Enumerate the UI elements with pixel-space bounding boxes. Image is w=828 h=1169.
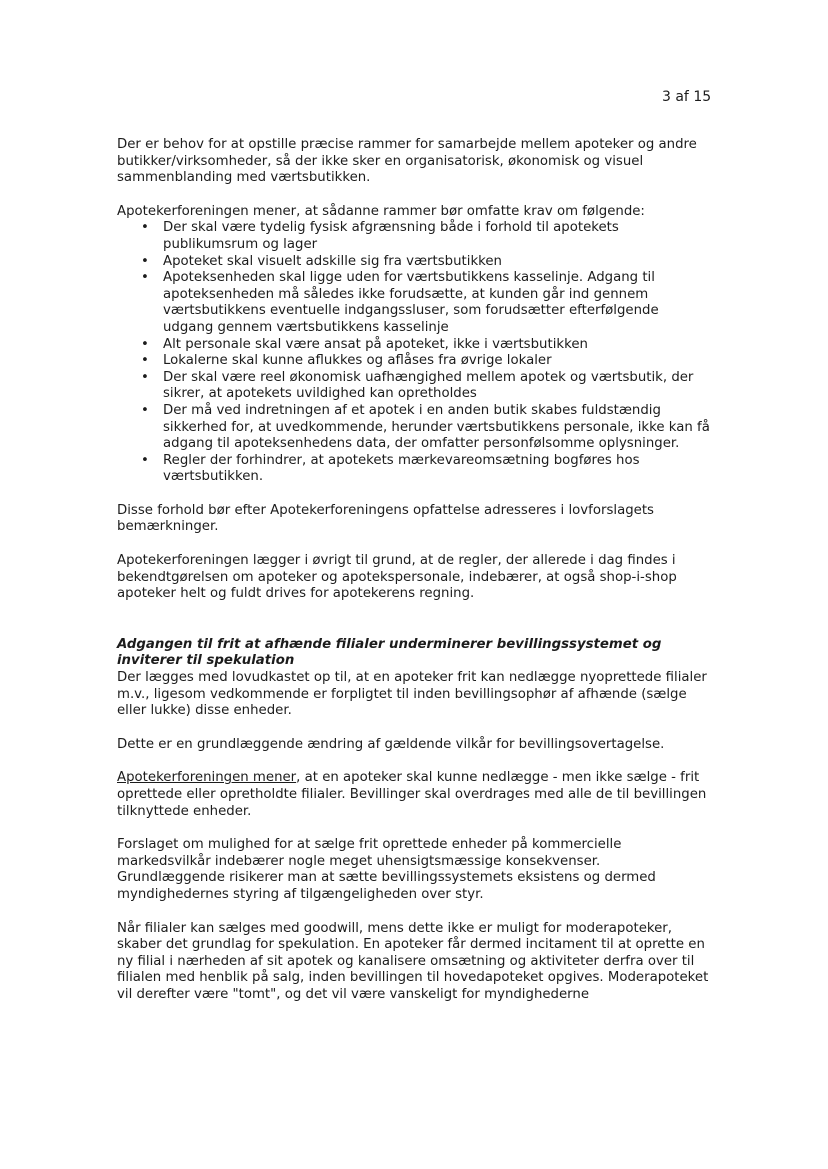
list-item: • Apoteksenheden skal ligge uden for værtsbutikkens kasselinje. Adgang til apoteksenheden må således ikke forudsætte, at kunden går ind gennem værtsbutikkens eventuelle indgangssluser, som forudsætter efterfølgende udgang gennem værtsbutikkens kasselinje xyxy=(141,270,659,335)
bullet-icon: • xyxy=(141,270,149,286)
bullet-icon: • xyxy=(141,369,149,385)
paragraph-rammer: Der er behov for at opstille præcise rammer for samarbejde mellem apoteker og andre butikker/virksomheder, så der ikke sker en organisatorisk, økonomisk og visuel sammenblanding med værtsbutikken. xyxy=(117,137,697,186)
bullet-icon: • xyxy=(141,402,149,418)
bullet-icon: • xyxy=(141,353,149,369)
list-item: • Der må ved indretningen af et apotek i en anden butik skabes fuldstændig sikkerhed for, at uvedkommende, herunder værtsbutikkens personale, ikke kan få adgang til apoteksenhedens data, der omfatter personfølsomme oplysninger. xyxy=(141,402,710,452)
paragraph-krav-intro: Apotekerforeningen mener, at sådanne rammer bør omfatte krav om følgende: xyxy=(117,203,645,219)
list-item: • Lokalerne skal kunne aflukkes og aflåses fra øvrige lokaler xyxy=(141,353,552,369)
page-number: 3 af 15 xyxy=(662,89,712,105)
underlined-phrase: Apotekerforeningen mener xyxy=(117,770,297,786)
list-item: • Apoteket skal visuelt adskille sig fra værtsbutikken xyxy=(141,253,502,269)
list-item: • Alt personale skal være ansat på apoteket, ikke i værtsbutikken xyxy=(141,336,588,352)
list-item: • Der skal være reel økonomisk uafhængighed mellem apotek og værtsbutik, der sikrer, at apotekets uvildighed kan opretholdes xyxy=(141,369,694,402)
requirements-list xyxy=(117,220,711,486)
paragraph-spekulation: Når filialer kan sælges med goodwill, mens dette ikke er muligt for moderapoteker, skaber det grundlag for spekulation. En apoteker får dermed incitament til at oprette en ny filial i nærheden af sit apotek og kanalisere omsætning og aktiviteter derfra over til filialen med henblik på salg, inden bevillingen til hovedapoteket opgives. Moderapoteket vil derefter være "tomt", og det vil være vanskeligt for myndighederne xyxy=(117,920,709,1002)
section-heading: Adgangen til frit at afhænde filialer underminerer bevillingssystemet og inviterer til spekulation xyxy=(117,636,662,669)
paragraph-lovudkast: Der lægges med lovudkastet op til, at en apoteker frit kan nedlægge nyoprettede filialer m.v., ligesom vedkommende er forpligtet til inden bevillingsophør af afhænde (sælge eller lukke) disse enheder. xyxy=(117,670,707,719)
bullet-icon: • xyxy=(141,336,149,352)
paragraph-bemaerkninger: Disse forhold bør efter Apotekerforeningens opfattelse adresseres i lovforslagets bemærkninger. xyxy=(117,502,654,535)
paragraph-aendring: Dette er en grundlæggende ændring af gældende vilkår for bevillingsovertagelse. xyxy=(117,736,665,752)
paragraph-shop-i-shop: Apotekerforeningen lægger i øvrigt til grund, at de regler, der allerede i dag findes i bekendtgørelsen om apoteker og apotekspersonale, indebærer, at også shop-i-shop apoteker helt og fuldt drives for apotekerens regning. xyxy=(117,553,677,602)
document-body xyxy=(117,137,711,1004)
bullet-icon: • xyxy=(141,253,149,269)
list-item: • Der skal være tydelig fysisk afgrænsning både i forhold til apotekets publikumsrum og lager xyxy=(141,220,619,252)
paragraph-forslaget: Forslaget om mulighed for at sælge frit oprettede enheder på kommercielle markedsvilkår indebærer nogle meget uhensigtsmæssige konsekvenser. Grundlæggende risikerer man at sætte bevillingssystemets eksistens og dermed myndighedernes styring af tilgængeligheden over styr. xyxy=(117,837,656,902)
list-item: • Regler der forhindrer, at apotekets mærkevareomsætning bogføres hos værtsbutikken. xyxy=(141,452,640,485)
paragraph-mener: Apotekerforeningen mener, at en apoteker skal kunne nedlægge - men ikke sælge - frit oprettede eller opretholdte filialer. Bevillinger skal overdrages med alle de til bevillingen tilknyttede enheder. xyxy=(117,770,707,819)
bullet-icon: • xyxy=(141,220,149,236)
bullet-icon: • xyxy=(141,452,149,468)
